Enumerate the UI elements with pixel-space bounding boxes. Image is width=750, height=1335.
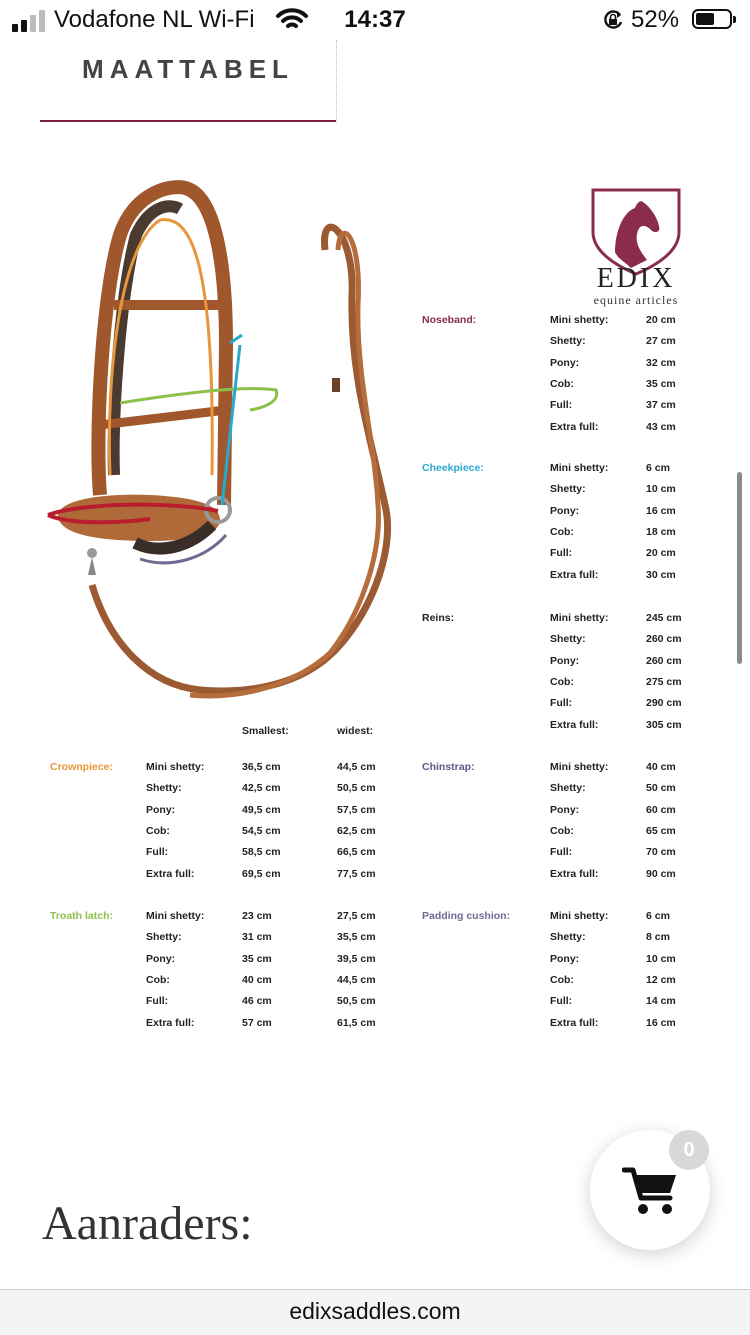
- size-value: 12 cm: [646, 973, 676, 986]
- size-name: Pony:: [550, 504, 580, 517]
- browser-url-bar[interactable]: [0, 1289, 750, 1335]
- size-smallest: 58,5 cm: [242, 846, 281, 859]
- size-name: Pony:: [146, 952, 176, 965]
- size-name: Shetty:: [550, 931, 586, 944]
- size-widest: 39,5 cm: [337, 952, 376, 965]
- size-value: 37 cm: [646, 399, 676, 412]
- size-name: Mini shetty:: [550, 612, 609, 624]
- size-name: Extra full:: [550, 420, 599, 433]
- size-value: 10 cm: [646, 952, 676, 965]
- header-smallest: Smallest:: [242, 725, 289, 737]
- size-name: Pony:: [146, 803, 176, 816]
- size-smallest: 49,5 cm: [242, 803, 281, 816]
- size-name: Pony:: [550, 654, 580, 667]
- size-name: Full:: [146, 846, 169, 859]
- size-value: 40 cm: [646, 761, 676, 773]
- size-name: Extra full:: [550, 867, 599, 880]
- size-value: 20 cm: [646, 547, 676, 560]
- size-widest: 35,5 cm: [337, 931, 376, 944]
- size-smallest: 54,5 cm: [242, 824, 281, 837]
- status-time: 14:37: [344, 6, 406, 33]
- cheekpiece-label: Cheekpiece:: [422, 462, 484, 474]
- logo-subtitle: equine articles: [593, 293, 679, 307]
- size-widest: 66,5 cm: [337, 846, 376, 859]
- size-name: Extra full:: [146, 867, 195, 880]
- cart-icon: [622, 1166, 678, 1216]
- size-value: 35 cm: [646, 377, 676, 390]
- size-smallest: 69,5 cm: [242, 867, 281, 880]
- size-smallest: 35 cm: [242, 952, 272, 965]
- size-name: Shetty:: [550, 782, 586, 795]
- url-text: edixsaddles.com: [289, 1298, 461, 1324]
- status-bar: [0, 0, 750, 42]
- size-value: 260 cm: [646, 633, 682, 646]
- size-value: 290 cm: [646, 697, 682, 710]
- size-widest: 57,5 cm: [337, 803, 376, 816]
- size-widest: 61,5 cm: [337, 1016, 376, 1029]
- size-name: Full:: [550, 995, 573, 1008]
- battery-icon: [692, 9, 732, 29]
- throatlatch-label: Troath latch:: [50, 910, 114, 922]
- size-name: Mini shetty:: [550, 910, 609, 922]
- size-widest: 77,5 cm: [337, 867, 376, 880]
- size-value: 20 cm: [646, 314, 676, 326]
- crownpiece-label: Crownpiece:: [50, 761, 114, 773]
- size-widest: 50,5 cm: [337, 782, 376, 795]
- size-name: Pony:: [550, 952, 580, 965]
- size-name: Cob:: [550, 525, 574, 538]
- size-value: 6 cm: [646, 910, 670, 922]
- tab-active-underline: [40, 120, 336, 122]
- size-name: Cob:: [550, 377, 574, 390]
- size-widest: 44,5 cm: [337, 761, 376, 773]
- size-value: 27 cm: [646, 335, 676, 348]
- size-name: Full:: [550, 547, 573, 560]
- size-value: 305 cm: [646, 718, 682, 731]
- orientation-lock-icon: [602, 9, 624, 31]
- logo-name: EDIX: [596, 263, 676, 294]
- size-smallest: 36,5 cm: [242, 761, 281, 773]
- size-name: Cob:: [550, 675, 574, 688]
- size-name: Shetty:: [146, 782, 182, 795]
- size-smallest: 42,5 cm: [242, 782, 281, 795]
- size-value: 32 cm: [646, 356, 676, 369]
- size-value: 14 cm: [646, 995, 676, 1008]
- size-value: 16 cm: [646, 1016, 676, 1029]
- size-value: 245 cm: [646, 612, 682, 624]
- size-widest: 44,5 cm: [337, 973, 376, 986]
- size-value: 90 cm: [646, 867, 676, 880]
- size-name: Extra full:: [550, 1016, 599, 1029]
- size-name: Cob:: [550, 824, 574, 837]
- size-smallest: 31 cm: [242, 931, 272, 944]
- reins-label: Reins:: [422, 612, 455, 624]
- size-smallest: 46 cm: [242, 995, 272, 1008]
- size-name: Cob:: [146, 973, 170, 986]
- size-name: Full:: [550, 399, 573, 412]
- size-name: Mini shetty:: [550, 761, 609, 773]
- size-name: Mini shetty:: [550, 314, 609, 326]
- size-value: 60 cm: [646, 803, 676, 816]
- size-widest: 50,5 cm: [337, 995, 376, 1008]
- size-name: Mini shetty:: [550, 462, 609, 474]
- size-name: Pony:: [550, 356, 580, 369]
- size-smallest: 40 cm: [242, 973, 272, 986]
- size-name: Extra full:: [550, 568, 599, 581]
- chinstrap-label: Chinstrap:: [422, 761, 475, 773]
- size-value: 8 cm: [646, 931, 670, 944]
- size-smallest: 23 cm: [242, 910, 272, 922]
- size-value: 50 cm: [646, 782, 676, 795]
- size-name: Full:: [550, 697, 573, 710]
- size-widest: 27,5 cm: [337, 910, 376, 922]
- size-value: 43 cm: [646, 420, 676, 433]
- size-value: 18 cm: [646, 525, 676, 538]
- padding-label: Padding cushion:: [422, 910, 511, 922]
- size-name: Full:: [146, 995, 169, 1008]
- tab-maattabel[interactable]: [40, 40, 337, 122]
- size-value: 10 cm: [646, 483, 676, 496]
- cart-count-badge: 0: [669, 1130, 709, 1170]
- size-name: Pony:: [550, 803, 580, 816]
- battery-percent: 52%: [631, 6, 680, 33]
- size-value: 260 cm: [646, 654, 682, 667]
- size-name: Shetty:: [146, 931, 182, 944]
- size-name: Extra full:: [550, 718, 599, 731]
- size-value: 275 cm: [646, 675, 682, 688]
- bridle-image: [40, 175, 400, 715]
- size-name: Shetty:: [550, 633, 586, 646]
- size-name: Shetty:: [550, 335, 586, 348]
- noseband-label: Noseband:: [422, 314, 477, 326]
- size-name: Mini shetty:: [146, 761, 205, 773]
- size-value: 16 cm: [646, 504, 676, 517]
- header-widest: widest:: [337, 725, 374, 737]
- tab-title: MAATTABEL: [82, 54, 294, 84]
- scrollbar[interactable]: [737, 472, 742, 664]
- size-name: Cob:: [550, 973, 574, 986]
- recommendations-heading: Aanraders:: [42, 1197, 253, 1250]
- size-value: 6 cm: [646, 462, 670, 474]
- size-name: Mini shetty:: [146, 910, 205, 922]
- size-name: Full:: [550, 846, 573, 859]
- size-value: 65 cm: [646, 824, 676, 837]
- size-value: 30 cm: [646, 568, 676, 581]
- carrier-name: Vodafone NL Wi-Fi: [54, 6, 255, 33]
- size-name: Extra full:: [146, 1016, 195, 1029]
- size-name: Shetty:: [550, 483, 586, 496]
- size-widest: 62,5 cm: [337, 824, 376, 837]
- size-name: Cob:: [146, 824, 170, 837]
- size-value: 70 cm: [646, 846, 676, 859]
- size-smallest: 57 cm: [242, 1016, 272, 1029]
